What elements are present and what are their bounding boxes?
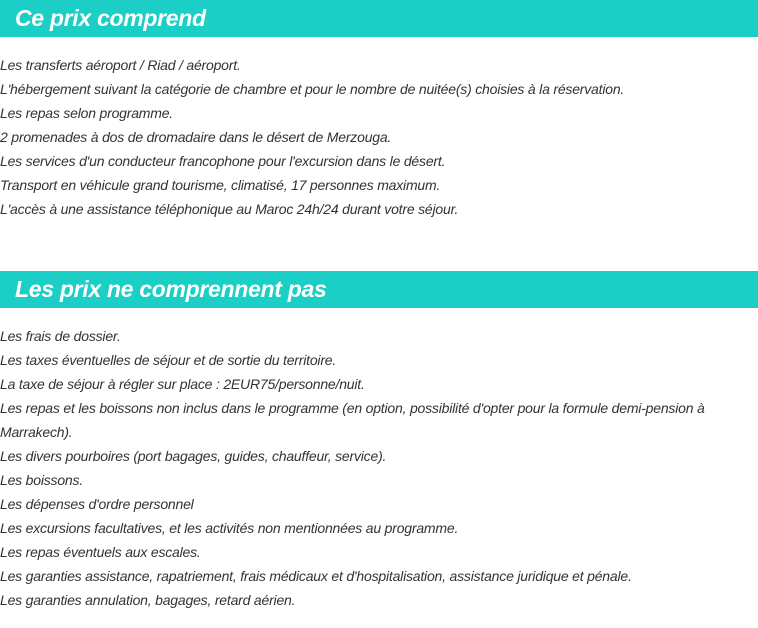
included-section	[0, 0, 758, 221]
included-item: Les transferts aéroport / Riad / aéroport.	[0, 57, 241, 73]
excluded-item: Les repas éventuels aux escales.	[0, 544, 201, 560]
excluded-header	[0, 271, 758, 308]
included-item: Les repas selon programme.	[0, 105, 173, 121]
excluded-item: La taxe de séjour à régler sur place : 2EUR75/personne/nuit.	[0, 376, 365, 392]
excluded-item: Les excursions facultatives, et les activités non mentionnées au programme.	[0, 520, 459, 536]
excluded-list	[0, 308, 758, 612]
included-item: Transport en véhicule grand tourisme, climatisé, 17 personnes maximum.	[0, 177, 441, 193]
excluded-item: Les divers pourboires (port bagages, guides, chauffeur, service).	[0, 448, 387, 464]
excluded-item: Les taxes éventuelles de séjour et de sortie du territoire.	[0, 352, 337, 368]
included-item: 2 promenades à dos de dromadaire dans le désert de Merzouga.	[0, 129, 392, 145]
excluded-item: Les boissons.	[0, 472, 84, 488]
included-item: Les services d'un conducteur francophone pour l'excursion dans le désert.	[0, 153, 446, 169]
included-list	[0, 37, 758, 221]
included-header	[0, 0, 758, 37]
excluded-item: Les frais de dossier.	[0, 328, 121, 344]
excluded-title: Les prix ne comprennent pas	[15, 276, 327, 302]
included-item: L'accès à une assistance téléphonique au Maroc 24h/24 durant votre séjour.	[0, 201, 459, 217]
excluded-item: Les garanties annulation, bagages, retard aérien.	[0, 592, 296, 608]
excluded-section	[0, 271, 758, 612]
excluded-item: Les garanties assistance, rapatriement, frais médicaux et d'hospitalisation, assistance juridique et pénale.	[0, 568, 632, 584]
included-item: L'hébergement suivant la catégorie de chambre et pour le nombre de nuitée(s) choisies à la réservation.	[0, 81, 625, 97]
excluded-item: Les repas et les boissons non inclus dans le programme (en option, possibilité d'opter pour la formule demi-pension à Marrakech).	[0, 400, 705, 440]
included-title: Ce prix comprend	[15, 5, 206, 31]
excluded-item: Les dépenses d'ordre personnel	[0, 496, 194, 512]
